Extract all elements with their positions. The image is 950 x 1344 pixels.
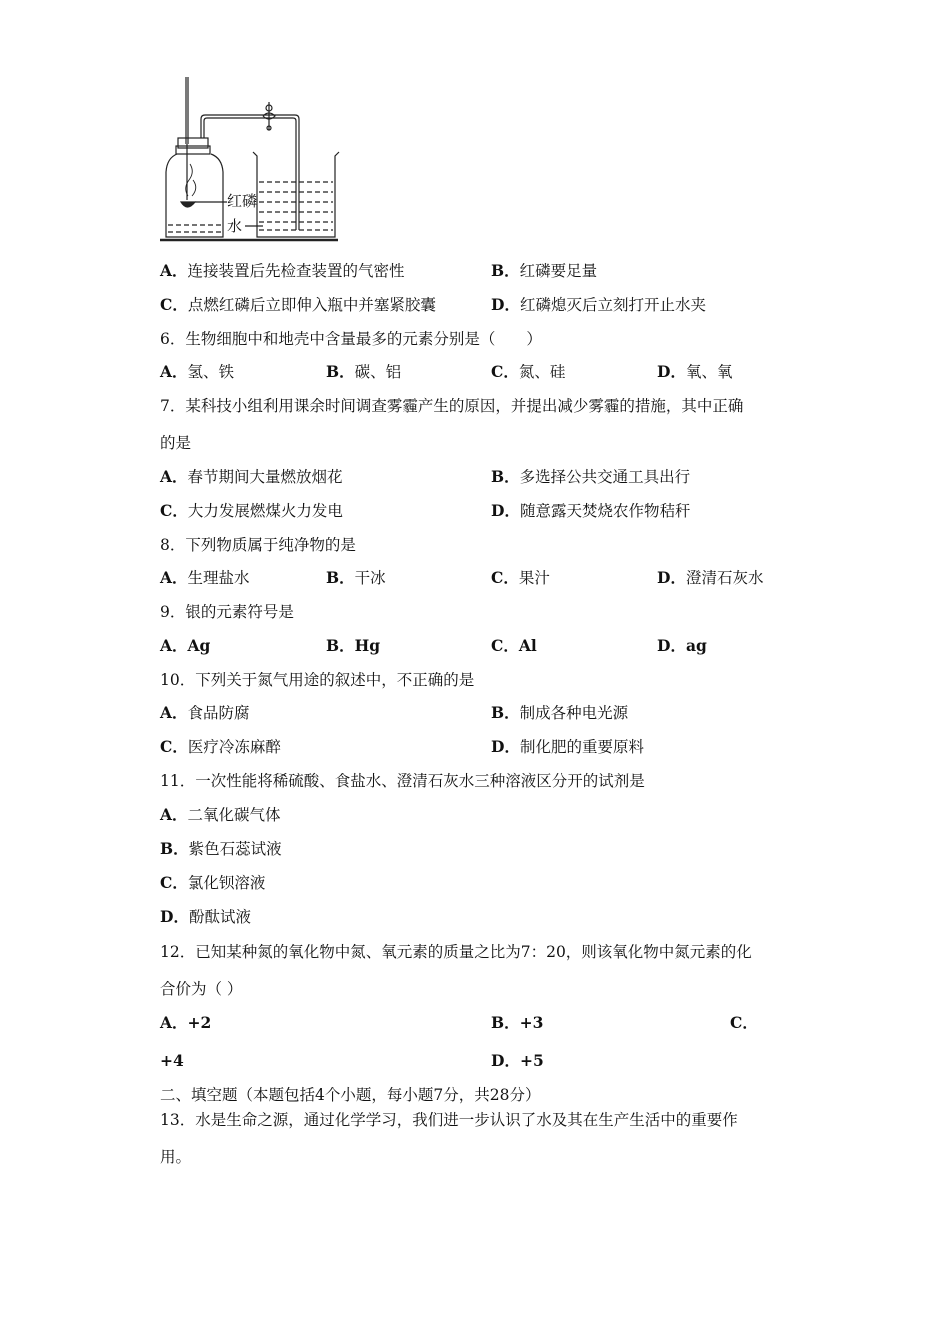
q7-option-b: B．多选择公共交通工具出行 bbox=[491, 467, 691, 486]
q13-stem-line2: 用。 bbox=[160, 1148, 192, 1166]
q12-stem-line1: 12．已知某种氮的氧化物中氮、氧元素的质量之比为7：20，则该氧化物中氮元素的化 bbox=[160, 943, 752, 961]
q8-option-a: A．生理盐水 bbox=[160, 568, 250, 587]
apparatus-diagram bbox=[155, 72, 355, 250]
q7-stem-line1: 7．某科技小组利用课余时间调查雾霾产生的原因，并提出减少雾霾的措施，其中正确 bbox=[160, 397, 744, 415]
q9-stem: 9．银的元素符号是 bbox=[160, 603, 294, 621]
q11-option-c: C．氯化钡溶液 bbox=[160, 873, 266, 892]
q9-option-b: B．Hg bbox=[326, 636, 381, 655]
q13-stem-line1: 13．水是生命之源，通过化学学习，我们进一步认识了水及其在生产生活中的重要作 bbox=[160, 1111, 738, 1129]
q5-option-b: B．红磷要足量 bbox=[491, 261, 598, 280]
q5-option-a: A．连接装置后先检查装置的气密性 bbox=[160, 261, 405, 280]
q9-option-c: C．Al bbox=[491, 636, 537, 655]
q6-option-a: A．氢、铁 bbox=[160, 362, 235, 381]
q6-option-b: B．碳、铝 bbox=[326, 362, 402, 381]
q8-option-b: B．干冰 bbox=[326, 568, 386, 587]
q11-stem: 11．一次性能将稀硫酸、食盐水、澄清石灰水三种溶液区分开的试剂是 bbox=[160, 772, 645, 790]
q11-option-b: B．紫色石蕊试液 bbox=[160, 839, 282, 858]
q11-option-a: A．二氧化碳气体 bbox=[160, 805, 281, 824]
q6-option-d: D．氧、氧 bbox=[657, 362, 733, 381]
q12-option-c-label: C． bbox=[730, 1013, 758, 1032]
q12-option-b: B．+3 bbox=[491, 1013, 544, 1032]
q10-option-c: C．医疗冷冻麻醉 bbox=[160, 737, 281, 756]
q8-stem: 8．下列物质属于纯净物的是 bbox=[160, 536, 356, 554]
q10-option-d: D．制化肥的重要原料 bbox=[491, 737, 644, 756]
label-water: 水 bbox=[227, 217, 243, 235]
q7-option-c: C．大力发展燃煤火力发电 bbox=[160, 501, 343, 520]
q10-option-b: B．制成各种电光源 bbox=[491, 703, 629, 722]
q6-stem: 6．生物细胞中和地壳中含量最多的元素分别是（ ） bbox=[160, 330, 542, 348]
q7-stem-line2: 的是 bbox=[160, 434, 192, 452]
q12-stem-line2: 合价为（ ） bbox=[160, 980, 243, 998]
q8-option-c: C．果汁 bbox=[491, 568, 550, 587]
q10-option-a: A．食品防腐 bbox=[160, 703, 250, 722]
q7-option-d: D．随意露天焚烧农作物秸秆 bbox=[491, 501, 691, 520]
q5-option-c: C．点燃红磷后立即伸入瓶中并塞紧胶囊 bbox=[160, 295, 436, 314]
q6-option-c: C．氮、硅 bbox=[491, 362, 566, 381]
q11-option-d: D．酚酞试液 bbox=[160, 907, 251, 926]
q9-option-d: D．ag bbox=[657, 636, 707, 655]
q8-option-d: D．澄清石灰水 bbox=[657, 568, 764, 587]
label-red-phosphorus: 红磷 bbox=[227, 192, 258, 210]
section2-heading: 二、填空题（本题包括4个小题，每小题7分，共28分） bbox=[160, 1086, 541, 1104]
q9-option-a: A．Ag bbox=[160, 636, 211, 655]
q10-stem: 10．下列关于氮气用途的叙述中，不正确的是 bbox=[160, 671, 475, 689]
q12-option-d: D．+5 bbox=[491, 1051, 544, 1070]
q12-option-c-value: +4 bbox=[160, 1051, 184, 1070]
q7-option-a: A．春节期间大量燃放烟花 bbox=[160, 467, 343, 486]
q5-option-d: D．红磷熄灭后立刻打开止水夹 bbox=[491, 295, 706, 314]
q12-option-a: A．+2 bbox=[160, 1013, 212, 1032]
